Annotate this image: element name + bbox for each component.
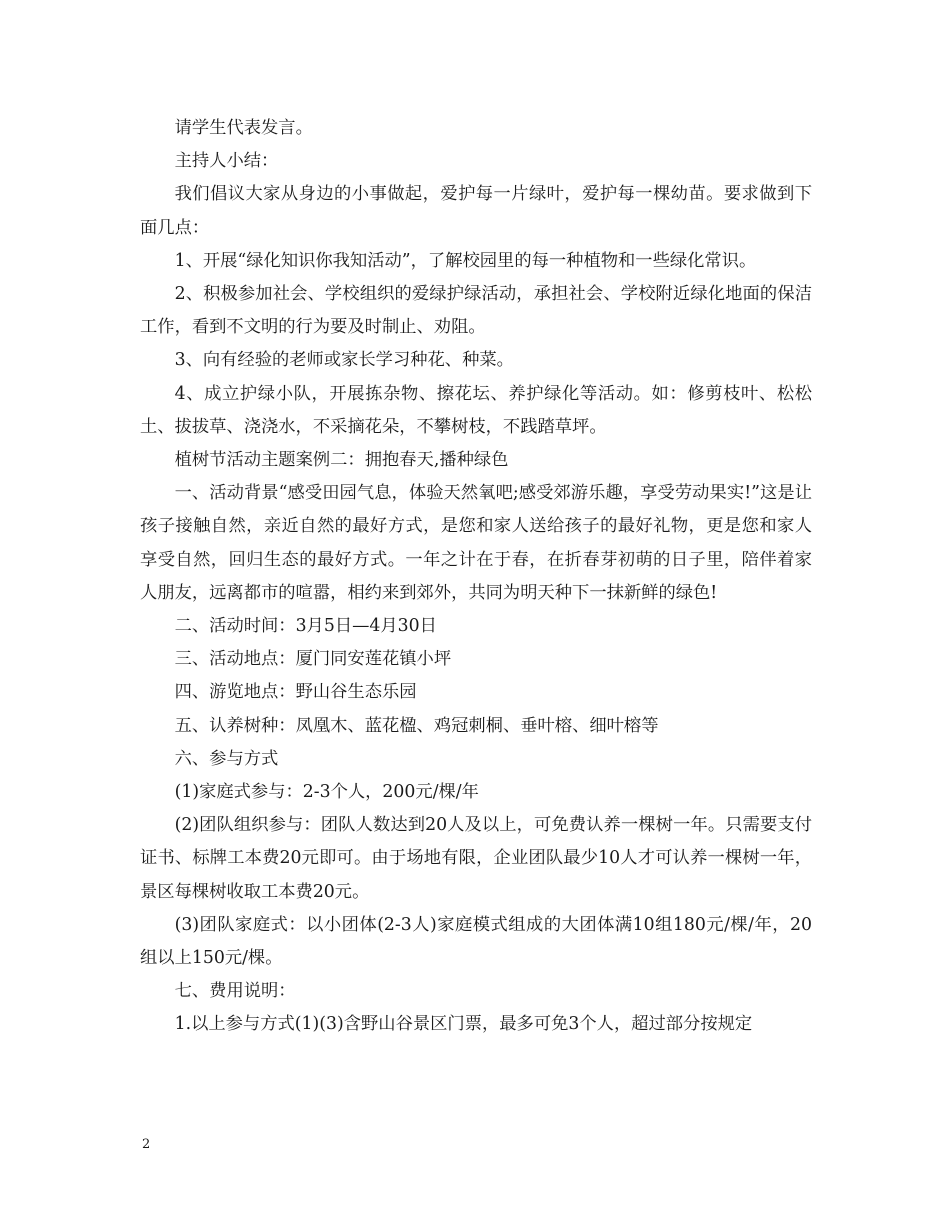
section-heading: 植树节活动主题案例二：拥抱春天,播种绿色: [174, 450, 509, 471]
paragraph: 4、成立护绿小队，开展拣杂物、擦花坛、养护绿化等活动。如：修剪枝叶、松松土、拔拔草、浇浇水，不采摘花朵，不攀树枝，不践踏草坪。: [140, 383, 812, 437]
paragraph: 主持人小结：: [174, 151, 279, 172]
paragraph: (1)家庭式参与：2-3个人，200元/棵/年: [174, 782, 479, 803]
paragraph: 四、游览地点：野山谷生态乐园: [174, 682, 417, 703]
paragraph: 2、积极参加社会、学校组织的爱绿护绿活动，承担社会、学校附近绿化地面的保洁工作，看到不文明的行为要及时制止、劝阻。: [140, 284, 812, 338]
paragraph: 五、认养树种：凤凰木、蓝花楹、鸡冠刺桐、垂叶榕、细叶榕等: [174, 715, 659, 736]
body-text: [140, 112, 812, 1042]
page-number: 2: [142, 1137, 151, 1152]
paragraph: 二、活动时间：3月5日—4月30日: [174, 616, 437, 637]
paragraph: 1、开展“绿化知识你我知活动”，了解校园里的每一种植物和一些绿化常识。: [174, 250, 757, 271]
paragraph: (3)团队家庭式：以小团体(2-3人)家庭模式组成的大团体满10组180元/棵/年，20组以上150元/棵。: [140, 914, 812, 969]
paragraph: 七、费用说明：: [174, 981, 296, 1002]
paragraph: (2)团队组织参与：团队人数达到20人及以上，可免费认养一棵树一年。只需要支付证书、标牌工本费20元即可。由于场地有限，企业团队最少10人才可认养一棵树一年，景区每棵树收取工本费20元。: [140, 815, 812, 902]
paragraph: 1.以上参与方式(1)(3)含野山谷景区门票，最多可免3个人，超过部分按规定: [174, 1014, 753, 1035]
paragraph: 三、活动地点：厦门同安莲花镇小坪: [174, 649, 452, 670]
paragraph: 请学生代表发言。: [174, 118, 313, 138]
paragraph: 六、参与方式: [174, 748, 279, 769]
paragraph: 3、向有经验的老师或家长学习种花、种菜。: [174, 350, 514, 371]
paragraph: 一、活动背景“感受田园气息，体验天然氧吧;感受郊游乐趣，享受劳动果实!”这是让孩子接触自然，亲近自然的最好方式，是您和家人送给孩子的最好礼物，更是您和家人享受自然，回归生态的最好方式。一年之计在于春，在折春芽初萌的日子里，陪伴着家人朋友，远离都市的喧嚣，相约来到郊外，共同为明天种下一抹新鲜的绿色!: [140, 483, 812, 603]
paragraph: 我们倡议大家从身边的小事做起，爱护每一片绿叶，爱护每一棵幼苗。要求做到下面几点：: [140, 184, 812, 238]
